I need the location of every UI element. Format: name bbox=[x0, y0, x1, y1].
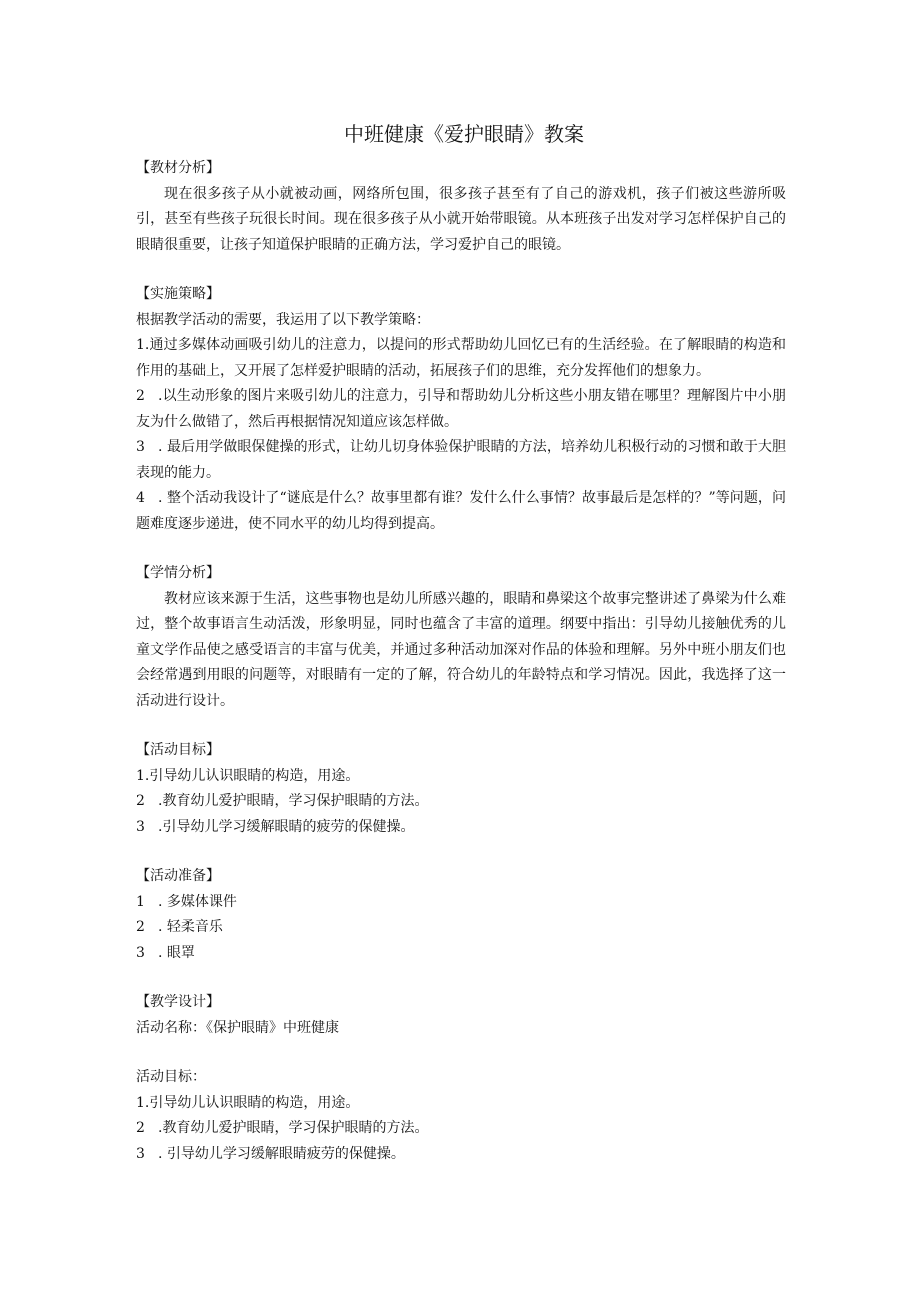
list-item bbox=[136, 486, 786, 537]
spacer bbox=[136, 966, 786, 990]
list-item bbox=[136, 1142, 786, 1168]
list-text: . 眼罩 bbox=[158, 944, 195, 961]
page-title: 中班健康《爱护眼睛》教案 bbox=[344, 122, 584, 146]
list-number: 3 bbox=[136, 818, 145, 835]
list-item bbox=[136, 764, 786, 790]
list-item bbox=[136, 941, 786, 967]
section-paragraph: 现在很多孩子从小就被动画，网络所包围，很多孩子甚至有了自己的游戏机，孩子们被这些游所吸引，甚至有些孩子玩很长时间。现在很多孩子从小就开始带眼镜。从本班孩子出发对学习怎样保护自己的眼睛很重要，让孩子知道保护眼睛的正确方法，学习爱护自己的眼镜。 bbox=[136, 185, 786, 253]
list-text: . 多媒体课件 bbox=[158, 893, 237, 910]
list-number: 1. bbox=[136, 1094, 150, 1111]
spacer bbox=[136, 714, 786, 738]
activity-name: 活动名称：《保护眼睛》中班健康 bbox=[136, 1019, 339, 1036]
list-number: 1. bbox=[136, 337, 150, 353]
list-item bbox=[136, 333, 786, 384]
activity-goals-label: 活动目标： bbox=[136, 1069, 206, 1085]
section-heading: 【教学设计】 bbox=[136, 994, 220, 1010]
list-item bbox=[136, 1116, 786, 1142]
section-design bbox=[136, 990, 786, 1167]
list-text: .以生动形象的图片来吸引幼儿的注意力，引导和帮助幼儿分析这些小朋友错在哪里？理解图片中小朋友为什么做错了，然后再根据情况知道应该怎样做。 bbox=[136, 388, 786, 430]
section-heading: 【学情分析】 bbox=[136, 565, 220, 581]
list-number: 4 bbox=[136, 490, 145, 506]
list-number: 1 bbox=[136, 893, 145, 910]
list-text: .教育幼儿爱护眼睛，学习保护眼睛的方法。 bbox=[158, 1120, 429, 1136]
list-text: . 引导幼儿学习缓解眼睛疲劳的保健操。 bbox=[158, 1145, 405, 1162]
list-item bbox=[136, 815, 786, 841]
spacer bbox=[136, 258, 786, 282]
section-prep bbox=[136, 864, 786, 966]
section-material bbox=[136, 156, 786, 258]
list-text: . 轻柔音乐 bbox=[158, 919, 223, 935]
section-heading: 【教材分析】 bbox=[136, 160, 220, 176]
list-item bbox=[136, 1091, 786, 1117]
spacer bbox=[136, 537, 786, 561]
list-item bbox=[136, 384, 786, 435]
spacer bbox=[136, 840, 786, 864]
list-text: 通过多媒体动画吸引幼儿的注意力，以提问的形式帮助幼儿回忆已有的生活经验。在了解眼睛的构造和作用的基础上，又开展了怎样爱护眼睛的活动，拓展孩子们的思维，充分发挥他们的想象力。 bbox=[136, 337, 786, 379]
list-number: 2 bbox=[136, 919, 145, 935]
list-item bbox=[136, 435, 786, 486]
list-text: 引导幼儿认识眼睛的构造，用途。 bbox=[149, 767, 360, 784]
list-text: .教育幼儿爱护眼睛，学习保护眼睛的方法。 bbox=[158, 793, 429, 809]
list-text: 引导幼儿认识眼睛的构造，用途。 bbox=[149, 1094, 360, 1111]
list-item bbox=[136, 915, 786, 941]
section-heading: 【活动准备】 bbox=[136, 868, 220, 884]
list-text: .引导幼儿学习缓解眼睛的疲劳的保健操。 bbox=[158, 818, 415, 835]
section-paragraph: 教材应该来源于生活，这些事物也是幼儿所感兴趣的，眼睛和鼻梁这个故事完整讲述了鼻梁为什么难过，整个故事语言生动活泼，形象明显，同时也蕴含了丰富的道理。纲要中指出：引导幼儿接触优秀的儿童文学作品使之感受语言的丰富与优美，并通过多种活动加深对作品的体验和理解。另外中班小朋友们也会经常遇到用眼的问题等，对眼睛有一定的了解，符合幼儿的年龄特点和学习情况。因此，我选择了这一活动进行设计。 bbox=[136, 590, 786, 709]
list-text: . 最后用学做眼保健操的形式，让幼儿切身体验保护眼睛的方法，培养幼儿积极行动的习惯和敢于大胆表现的能力。 bbox=[136, 439, 786, 481]
list-number: 2 bbox=[136, 1120, 145, 1136]
section-heading: 【实施策略】 bbox=[136, 286, 220, 302]
list-item bbox=[136, 890, 786, 916]
list-number: 3 bbox=[136, 439, 145, 455]
list-number: 3 bbox=[136, 944, 145, 961]
list-number: 3 bbox=[136, 1145, 145, 1162]
section-learner bbox=[136, 561, 786, 714]
list-number: 2 bbox=[136, 793, 145, 809]
section-strategy bbox=[136, 282, 786, 537]
list-number: 1. bbox=[136, 767, 150, 784]
document-body bbox=[136, 116, 786, 1167]
section-goals bbox=[136, 738, 786, 840]
list-item bbox=[136, 789, 786, 815]
spacer bbox=[136, 1041, 786, 1065]
section-intro: 根据教学活动的需要，我运用了以下教学策略： bbox=[136, 311, 430, 328]
list-number: 2 bbox=[136, 388, 145, 404]
list-text: . 整个活动我设计了“谜底是什么？故事里都有谁？发什么什么事情？故事最后是怎样的？”等问题，问题难度逐步递进，使不同水平的幼儿均得到提高。 bbox=[136, 490, 786, 532]
section-heading: 【活动目标】 bbox=[136, 742, 220, 758]
